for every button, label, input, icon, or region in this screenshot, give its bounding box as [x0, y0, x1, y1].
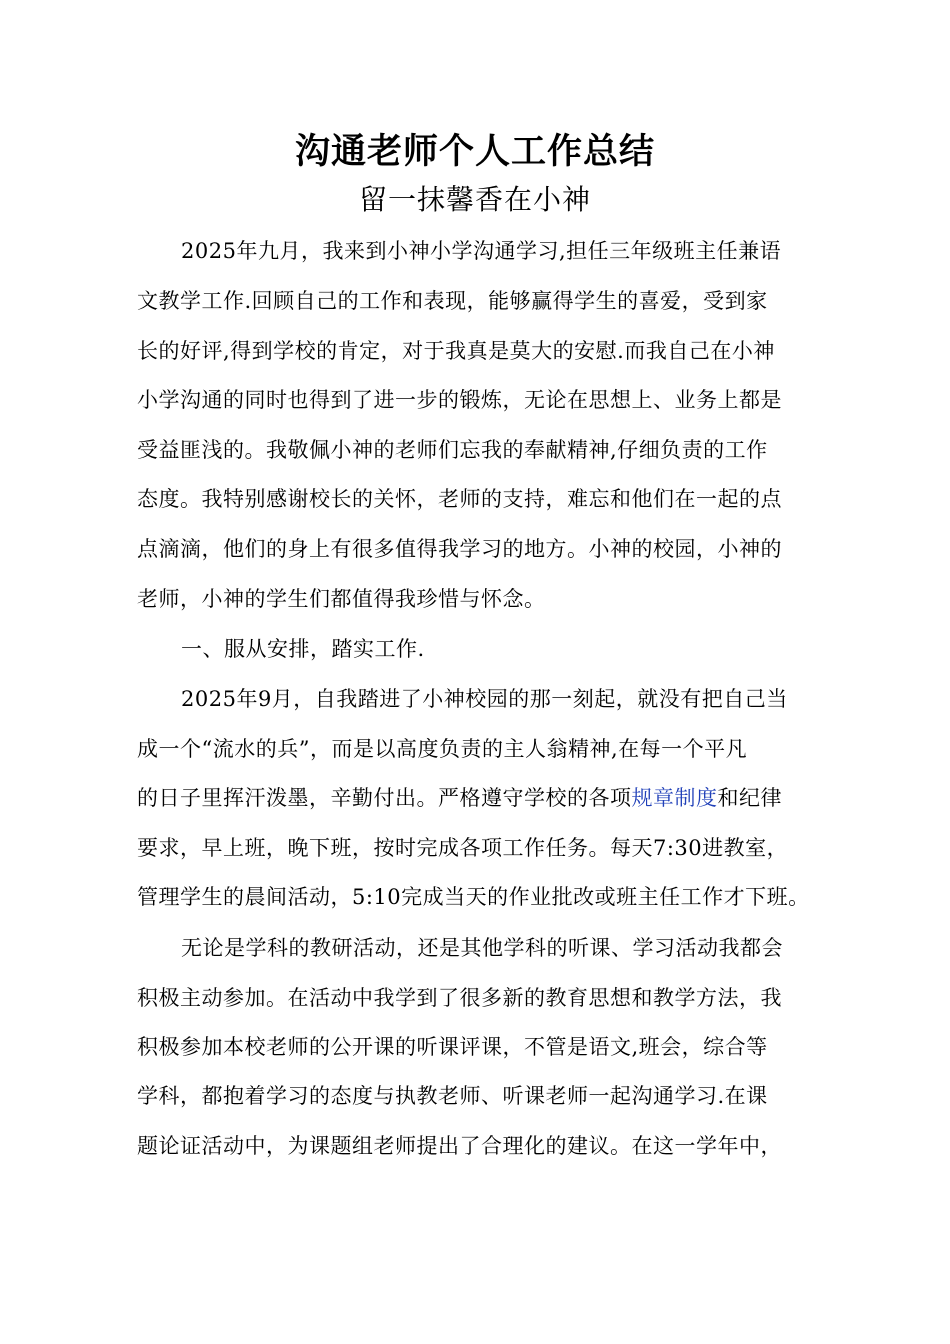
document-title: 沟通老师个人工作总结	[294, 131, 655, 172]
regulations-link[interactable]: 规章制度	[631, 786, 718, 810]
paragraph-3-line: 无论是学科的教研活动，还是其他学科的听课、学习活动我都会	[181, 936, 783, 960]
paragraph-3-line: 积极参加本校老师的公开课的听课评课，不管是语文,班会，综合等	[137, 1035, 768, 1059]
paragraph-2-line: 2025年9月，自我踏进了小神校园的那一刻起，就没有把自己当	[181, 687, 788, 711]
document-subtitle: 留一抹馨香在小神	[358, 183, 591, 216]
section-heading: 一、服从安排，踏实工作.	[181, 637, 425, 661]
paragraph-3-line: 学科，都抱着学习的态度与执教老师、听课老师一起沟通学习.在课	[137, 1084, 768, 1108]
paragraph-1-line: 文教学工作.回顾自己的工作和表现，能够赢得学生的喜爱，受到家	[137, 289, 768, 313]
paragraph-3-line: 积极主动参加。在活动中我学到了很多新的教育思想和教学方法，我	[137, 986, 782, 1010]
paragraph-2-line: 要求，早上班，晚下班，按时完成各项工作任务。每天7:30进教室，	[137, 836, 789, 860]
paragraph-2-line: 管理学生的晨间活动，5:10完成当天的作业批改或班主任工作才下班。	[137, 885, 810, 909]
paragraph-1-line: 小学沟通的同时也得到了进一步的锻炼，无论在思想上、业务上都是	[137, 388, 782, 412]
paragraph-2-line	[137, 783, 782, 813]
paragraph-1-line: 受益匪浅的。我敬佩小神的老师们忘我的奉献精神,仔细负责的工作	[137, 438, 768, 462]
paragraph-1-line: 老师，小神的学生们都值得我珍惜与怀念。	[137, 587, 546, 611]
paragraph-2-text: 的日子里挥汗泼墨，辛勤付出。严格遵守学校的各项	[137, 786, 632, 810]
paragraph-2-line: 成一个“流水的兵”，而是以高度负责的主人翁精神,在每一个平凡	[137, 737, 748, 761]
paragraph-1-line: 态度。我特别感谢校长的关怀，老师的支持，难忘和他们在一起的点	[137, 487, 782, 511]
paragraph-2-text: 和纪律	[717, 786, 782, 810]
paragraph-1-line: 2025年九月，我来到小神小学沟通学习,担任三年级班主任兼语	[181, 239, 782, 263]
paragraph-1-line: 点滴滴，他们的身上有很多值得我学习的地方。小神的校园，小神的	[137, 537, 782, 561]
paragraph-3-line: 题论证活动中，为课题组老师提出了合理化的建议。在这一学年中，	[137, 1134, 782, 1158]
paragraph-1-line: 长的好评,得到学校的肯定，对于我真是莫大的安慰.而我自己在小神	[137, 339, 775, 363]
